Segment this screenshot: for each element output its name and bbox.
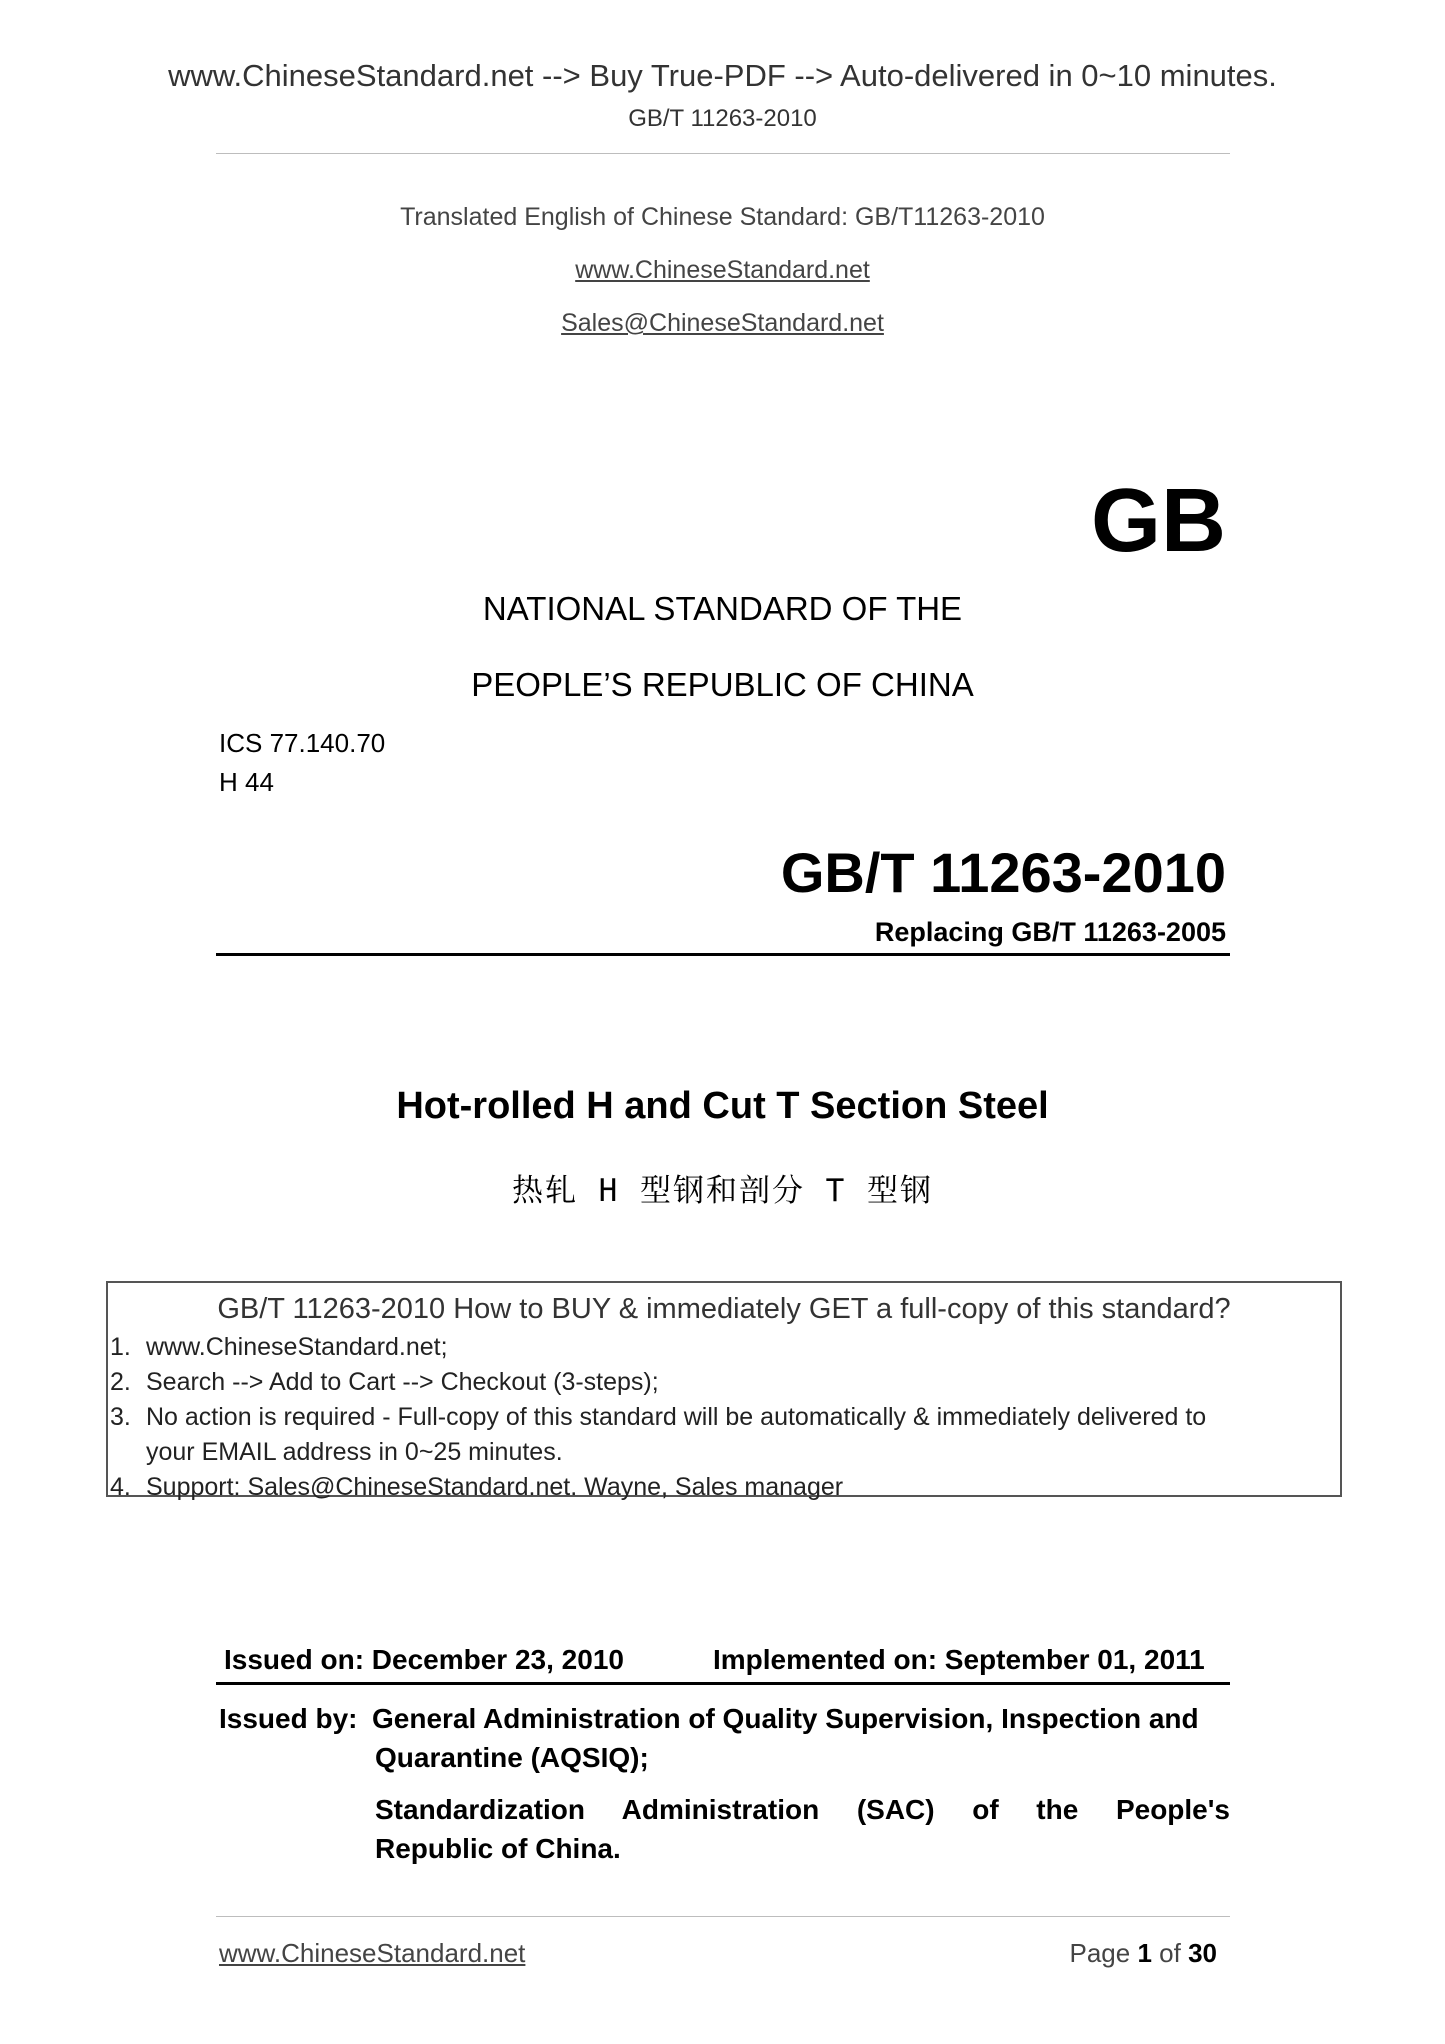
issued-divider — [216, 1682, 1230, 1685]
document-title-chinese: 热轧 H 型钢和剖分 T 型钢 — [512, 1173, 933, 1209]
buy-step-text: www.ChineseStandard.net; — [146, 1333, 448, 1361]
ccs-code: H 44 — [219, 767, 274, 797]
buy-step-text: your EMAIL address in 0~25 minutes. — [146, 1438, 563, 1466]
buy-step-number: 3. — [110, 1403, 131, 1431]
website-link[interactable]: www.ChineseStandard.net — [575, 256, 870, 284]
issued-by-org1-line2: Quarantine (AQSIQ); — [375, 1742, 649, 1773]
buy-step-number: 2. — [110, 1368, 131, 1396]
issued-on-date: Issued on: December 23, 2010 — [224, 1644, 624, 1675]
email-link[interactable]: Sales@ChineseStandard.net — [561, 309, 884, 337]
issued-by-org2-line1: Standardization Administration (SAC) of the People's — [375, 1794, 1230, 1825]
buy-step-3 — [110, 1403, 1206, 1432]
buy-step-2 — [110, 1368, 659, 1397]
issued-by-org1-line1: General Administration of Quality Supervision, Inspection and — [372, 1703, 1199, 1734]
issued-by-org2-line2: Republic of China. — [375, 1833, 621, 1864]
ics-code: ICS 77.140.70 — [219, 728, 386, 758]
buy-step-4 — [110, 1473, 843, 1502]
page-of: of — [1159, 1938, 1181, 1968]
footer-divider — [216, 1916, 1230, 1917]
buy-step-3-cont — [110, 1438, 563, 1467]
footer-website-link[interactable]: www.ChineseStandard.net — [219, 1938, 526, 1968]
email-link-wrap — [0, 309, 1445, 338]
gb-mark: GB — [1091, 471, 1226, 571]
page-current: 1 — [1137, 1938, 1152, 1968]
standard-divider — [216, 953, 1230, 956]
header-standard-code: GB/T 11263-2010 — [628, 105, 817, 132]
national-standard-line1: NATIONAL STANDARD OF THE — [482, 590, 963, 627]
national-standard-line2: PEOPLE’S REPUBLIC OF CHINA — [471, 666, 974, 703]
buy-step-text: No action is required - Full-copy of this standard will be automatically & immediately delivered to — [146, 1403, 1207, 1431]
website-link-wrap — [0, 256, 1445, 285]
document-title: Hot-rolled H and Cut T Section Steel — [396, 1085, 1049, 1127]
buy-step-number: 1. — [110, 1333, 131, 1361]
buy-step-text: Support: Sales@ChineseStandard.net. Wayne, Sales manager — [146, 1473, 844, 1501]
buy-step-1 — [110, 1333, 448, 1362]
buy-box-title: GB/T 11263-2010 How to BUY & immediately GET a full-copy of this standard? — [217, 1293, 1231, 1325]
page-prefix: Page — [1069, 1938, 1131, 1968]
buy-info-box — [106, 1281, 1342, 1501]
translated-note: Translated English of Chinese Standard: GB/T11263-2010 — [400, 203, 1045, 231]
implemented-on-date: Implemented on: September 01, 2011 — [713, 1644, 1205, 1675]
buy-step-number: 4. — [110, 1473, 131, 1501]
header-divider — [216, 153, 1230, 154]
buy-step-text: Search --> Add to Cart --> Checkout (3-steps); — [146, 1368, 659, 1396]
issued-by-label: Issued by: — [219, 1703, 358, 1734]
page-total: 30 — [1188, 1938, 1217, 1968]
header-promo-line: www.ChineseStandard.net --> Buy True-PDF --> Auto-delivered in 0~10 minutes. — [168, 58, 1277, 93]
replacing-note: Replacing GB/T 11263-2005 — [874, 917, 1226, 947]
standard-number: GB/T 11263-2010 — [780, 841, 1226, 904]
page-indicator — [1069, 1938, 1217, 1969]
